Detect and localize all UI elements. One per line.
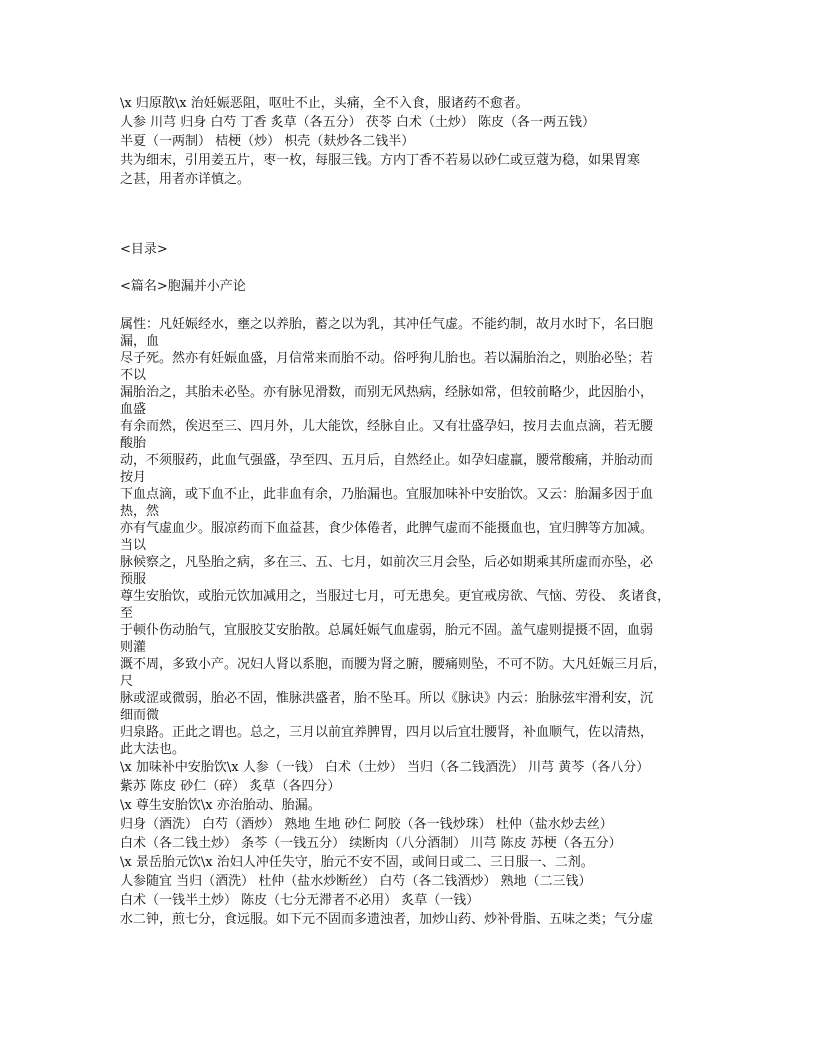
text-line: 白术（各二钱土炒） 条芩（一钱五分） 续断肉（八分酒制） 川芎 陈皮 苏梗（各五分） (120, 836, 622, 851)
text-line: 漏胎治之，其胎未必坠。亦有脉见滑数，而别无风热病，经脉如常，但较前略少，此因胎小， (120, 385, 654, 400)
text-line: \x 加味补中安胎饮\x 人参（一钱） 白术（土炒） 当归（各二钱酒洗） 川芎 黄芩（各八分） (120, 760, 650, 775)
text-line: 紫苏 陈皮 砂仁（碎） 炙草（各四分） (120, 779, 341, 794)
text-line: 脉候察之，凡坠胎之病，多在三、五、七月，如前次三月会坠，后必如期乘其所虚而亦坠，必 (120, 555, 654, 570)
text-line: 共为细末，引用姜五片，枣一枚，每服三钱。方内丁香不若易以砂仁或豆蔻为稳，如果胃寒 (120, 153, 641, 168)
text-line: 脉或涩或微弱，胎必不固，惟脉洪盛者，胎不坠耳。所以《脉诀》内云：胎脉弦牢滑利安，沉 (120, 691, 654, 706)
text-line: 酸胎 (120, 436, 147, 451)
text-line: 细而微 (120, 708, 160, 723)
text-line: \x 归原散\x 治妊娠恶阻，呕吐不止，头痛，全不入食，服诸药不愈者。 (120, 96, 529, 111)
text-line: 人参随宜 当归（酒洗） 杜仲（盐水炒断丝） 白芍（各二钱酒炒） 熟地（二三钱） (120, 874, 592, 889)
text-line: 血盛 (120, 402, 147, 417)
text-line: 归身（酒洗） 白芍（酒炒） 熟地 生地 砂仁 阿胶（各一钱炒珠） 杜仲（盐水炒去丝） (120, 817, 613, 832)
chapter-title: <篇名>胞漏并小产论 (120, 279, 246, 294)
text-line: 属性：凡妊娠经水，壅之以养胎，蓄之以为乳，其冲任气虚。不能约制，故月水时下，名曰胞 (120, 317, 654, 332)
text-line: 于顿仆伤动胎气，宜服胶艾安胎散。总属妊娠气血虚弱，胎元不固。盖气虚则提摄不固，血弱 (120, 623, 654, 638)
text-line: 有余而然，俟迟至三、四月外，儿大能饮，经脉自止。又有壮盛孕妇，按月去血点滴，若无腰 (120, 419, 654, 434)
text-line: 尺 (120, 674, 134, 689)
text-line: 溉不周，多致小产。况妇人肾以系胞，而腰为肾之腑，腰痛则坠，不可不防。大凡妊娠三月后， (120, 657, 667, 672)
text-line: 则灌 (120, 640, 147, 655)
text-line: 热，然 (120, 504, 160, 519)
text-line: 尊生安胎饮，或胎元饮加减用之，当服过七月，可无患矣。更宜戒房欲、气恼、劳役、 炙诸食， (120, 589, 671, 604)
text-line: 按月 (120, 470, 147, 485)
text-line: 归泉路。正此之谓也。总之，三月以前宜养脾胃，四月以后宜壮腰肾，补血顺气，佐以清热， (120, 725, 654, 740)
text-line: 亦有气虚血少。服凉药而下血益甚，食少体倦者，此脾气虚而不能摄血也，宜归脾等方加减。 (120, 521, 654, 536)
text-line: 半夏（一两制） 桔梗（炒） 枳壳（麸炒各二钱半） (120, 134, 415, 149)
text-line: \x 尊生安胎饮\x 亦治胎动、胎漏。 (120, 798, 321, 813)
toc-label: <目录> (120, 242, 168, 257)
text-line: 预服 (120, 572, 147, 587)
text-line: 下血点滴，或下血不止，此非血有余，乃胎漏也。宜服加味补中安胎饮。又云：胎漏多因于血 (120, 487, 654, 502)
text-line: 此大法也。 (120, 742, 186, 757)
text-line: 当以 (120, 538, 147, 553)
text-line: 漏，血 (120, 334, 160, 349)
text-line: 动，不须服药，此血气强盛，孕至四、五月后，自然经止。如孕妇虚羸，腰常酸痛，并胎动而 (120, 453, 654, 468)
text-line: 白术（一钱半土炒） 陈皮（七分无滞者不必用） 炙草（一钱） (120, 893, 480, 908)
text-line: 至 (120, 606, 134, 621)
text-line: 不以 (120, 368, 147, 383)
text-line: 水二钟，煎七分，食远服。如下元不固而多遗浊者，加炒山药、炒补骨脂、五味之类；气分虚 (120, 912, 654, 927)
text-line: 尽子死。然亦有妊娠血盛，月信常来而胎不动。俗呼狗儿胎也。若以漏胎治之，则胎必坠；若 (120, 351, 654, 366)
text-line: 之甚，用者亦详慎之。 (120, 172, 251, 187)
text-line: \x 景岳胎元饮\x 治妇人冲任失守，胎元不安不固，或间日或二、三日服一、二剂。 (120, 855, 594, 870)
text-line: 人参 川芎 归身 白芍 丁香 炙草（各五分） 茯苓 白术（土炒） 陈皮（各一两五钱） (120, 115, 596, 130)
